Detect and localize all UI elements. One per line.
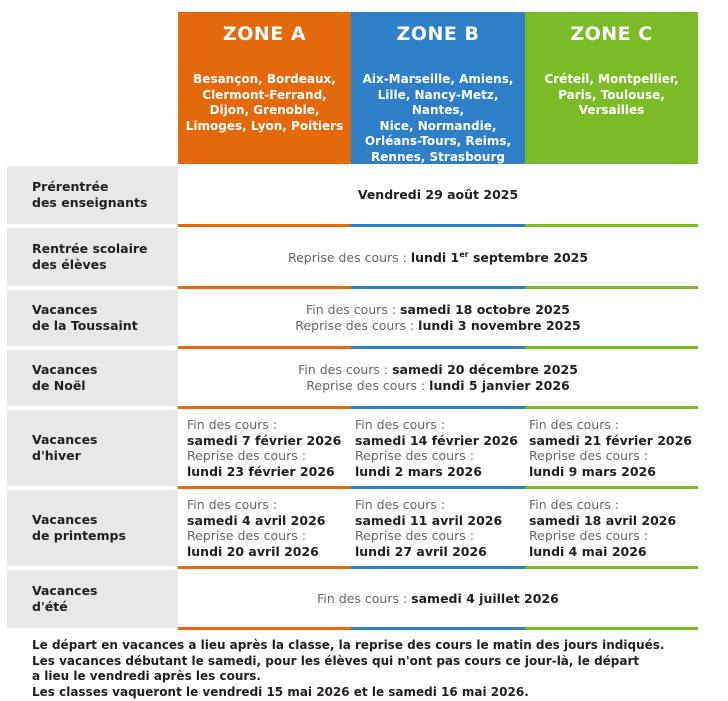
- separator-a: [178, 486, 351, 489]
- zone-a-cities: Besançon, Bordeaux, Clermont-Ferrand, Dijon, Grenoble, Limoges, Lyon, Poitiers: [178, 56, 351, 164]
- separator-b: [351, 566, 525, 569]
- separator-c: [525, 627, 698, 630]
- separator-c: [525, 566, 698, 569]
- separator-c: [525, 286, 698, 289]
- printemps-zone-a: Fin des cours : samedi 4 avril 2026 Reprise des cours : lundi 20 avril 2026: [187, 497, 326, 559]
- row-ete: Fin des cours : samedi 4 juillet 2026: [317, 591, 559, 606]
- row-label-rentree: Rentrée scolaire des élèves: [7, 228, 178, 286]
- separator-a: [178, 346, 351, 349]
- hiver-zone-a: Fin des cours : samedi 7 février 2026 Reprise des cours : lundi 23 février 2026: [187, 417, 342, 479]
- row-label-noel: Vacances de Noël: [7, 350, 178, 406]
- zone-b-cities: Aix-Marseille, Amiens, Lille, Nancy-Metz, Nantes, Nice, Normandie, Orléans-Tours, Reims, Rennes, Strasbourg: [351, 56, 525, 164]
- separator-a: [178, 224, 351, 227]
- zone-b-header: ZONE B: [351, 12, 525, 56]
- separator-a: [178, 566, 351, 569]
- row-label-toussaint: Vacances de la Toussaint: [7, 290, 178, 346]
- separator-c: [525, 224, 698, 227]
- separator-b: [351, 224, 525, 227]
- zone-c-cities: Créteil, Montpellier, Paris, Toulouse, Versailles: [525, 56, 698, 164]
- zone-c-header: ZONE C: [525, 12, 698, 56]
- row-rentree: Reprise des cours : lundi 1er septembre 2025: [287, 250, 589, 266]
- row-toussaint: Fin des cours : samedi 18 octobre 2025 Reprise des cours : lundi 3 novembre 2025: [295, 302, 581, 333]
- printemps-zone-c: Fin des cours : samedi 18 avril 2026 Reprise des cours : lundi 4 mai 2026: [529, 497, 677, 559]
- separator-b: [351, 346, 525, 349]
- separator-b: [351, 486, 525, 489]
- separator-a: [178, 286, 351, 289]
- footer-notes: Le départ en vacances a lieu après la classe, la reprise des cours le matin des jours indiqués. Les vacances débutant le samedi, pour les élèves qui n'ont pas cours ce jour-là, le départ a lieu le vendredi après les cours. Les classes vaqueront le vendredi 15 mai 2026 et le samedi 16 mai 2026.: [32, 638, 665, 699]
- row-prerentree: Vendredi 29 août 2025: [357, 187, 519, 202]
- hiver-zone-b: Fin des cours : samedi 14 février 2026 Reprise des cours : lundi 2 mars 2026: [355, 417, 519, 479]
- printemps-zone-b: Fin des cours : samedi 11 avril 2026 Reprise des cours : lundi 27 avril 2026: [355, 497, 503, 559]
- row-label-printemps: Vacances de printemps: [7, 490, 178, 566]
- hiver-zone-c: Fin des cours : samedi 21 février 2026 Reprise des cours : lundi 9 mars 2026: [529, 417, 693, 479]
- separator-b: [351, 627, 525, 630]
- row-label-ete: Vacances d'été: [7, 570, 178, 628]
- separator-a: [178, 627, 351, 630]
- row-label-prerentree: Prérentrée des enseignants: [7, 166, 178, 224]
- row-label-hiver: Vacances d'hiver: [7, 410, 178, 486]
- separator-c: [525, 406, 698, 409]
- separator-c: [525, 346, 698, 349]
- separator-b: [351, 406, 525, 409]
- zone-a-header: ZONE A: [178, 12, 351, 56]
- separator-c: [525, 486, 698, 489]
- row-noel: Fin des cours : samedi 20 décembre 2025 Reprise des cours : lundi 5 janvier 2026: [298, 362, 578, 393]
- separator-b: [351, 286, 525, 289]
- separator-a: [178, 406, 351, 409]
